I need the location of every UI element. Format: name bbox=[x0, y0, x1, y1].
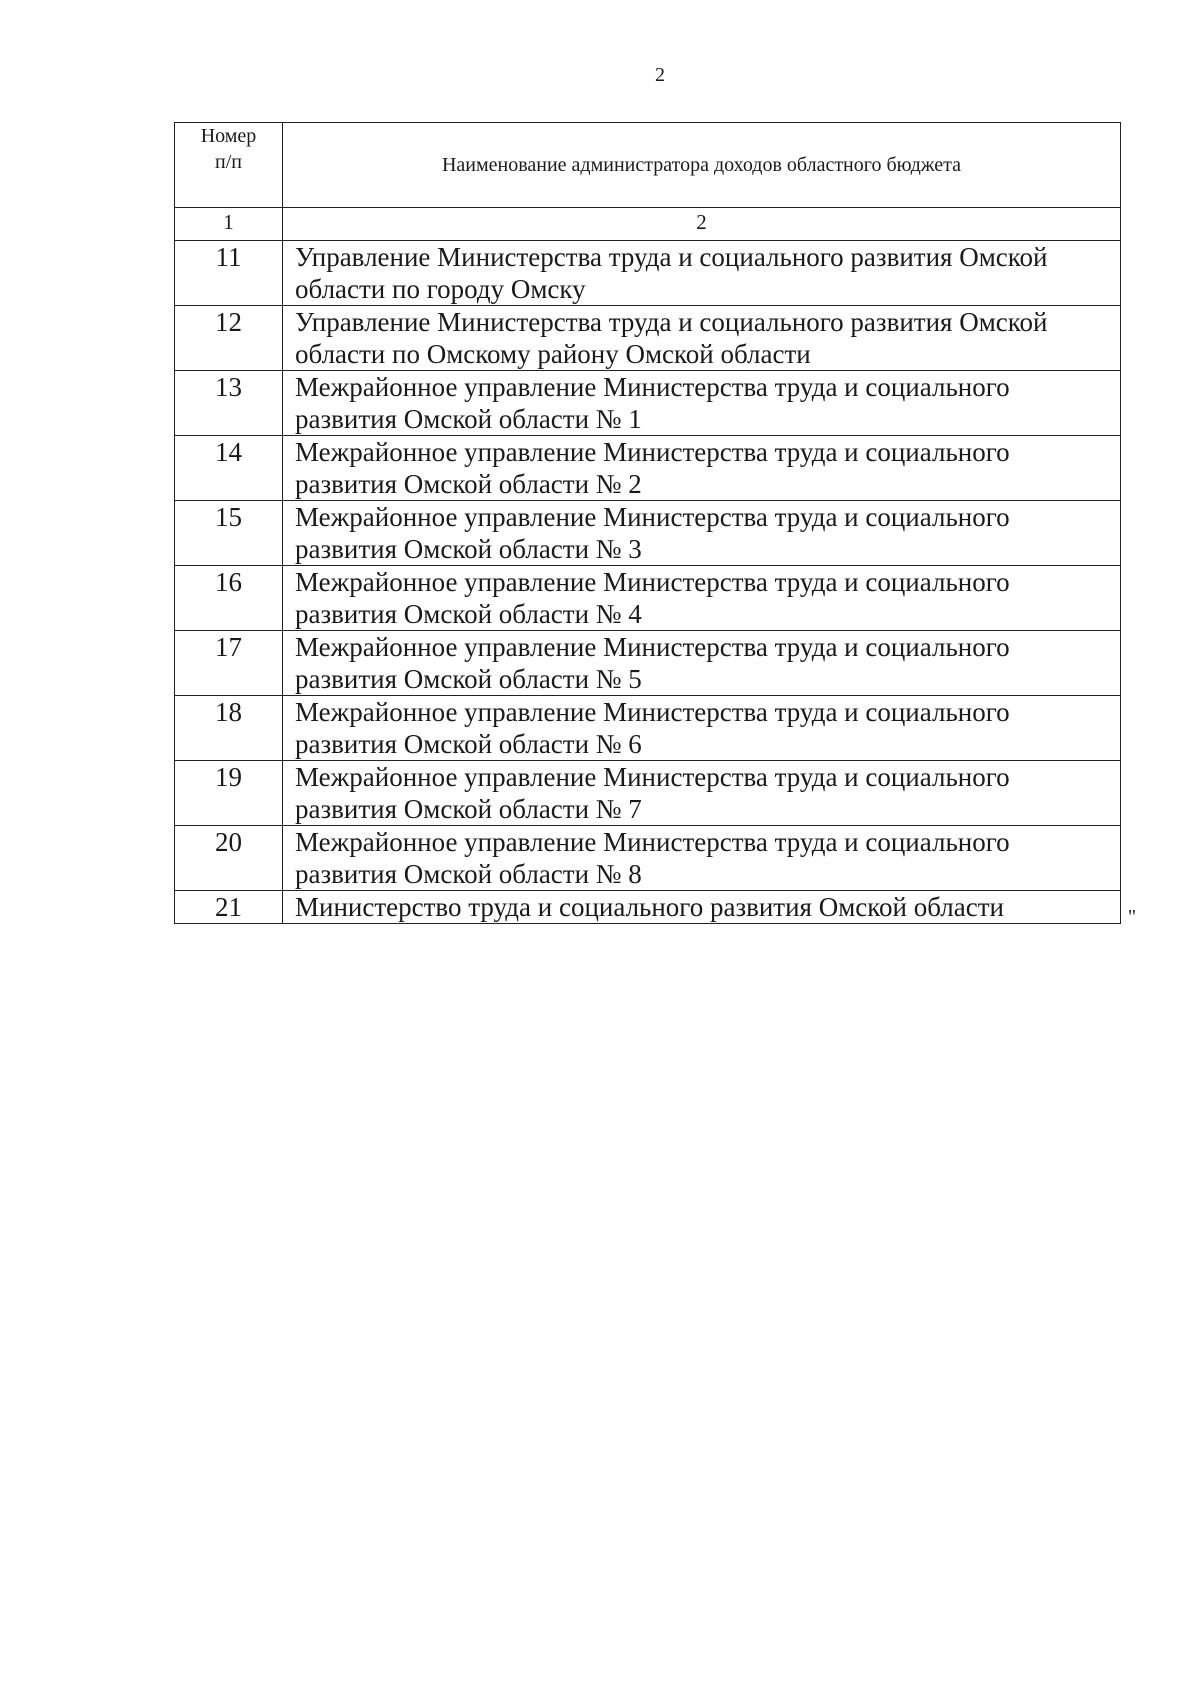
row-name: Межрайонное управление Министерства труда и социального развития Омской области № 1 bbox=[283, 371, 1121, 436]
table-row bbox=[175, 696, 1121, 761]
table-row bbox=[175, 566, 1121, 631]
row-number: 21 bbox=[175, 891, 283, 924]
table-row bbox=[175, 761, 1121, 826]
row-name: Межрайонное управление Министерства труда и социального развития Омской области № 2 bbox=[283, 436, 1121, 501]
row-number: 12 bbox=[175, 306, 283, 371]
page-number: 2 bbox=[655, 64, 665, 86]
column-index-row bbox=[175, 208, 1121, 241]
row-number: 11 bbox=[175, 241, 283, 306]
administrators-table bbox=[174, 122, 1121, 924]
header-number-cell bbox=[175, 123, 283, 208]
row-number: 20 bbox=[175, 826, 283, 891]
table-row bbox=[175, 436, 1121, 501]
table-row bbox=[175, 891, 1121, 924]
table-row bbox=[175, 371, 1121, 436]
header-number-line2: п/п bbox=[215, 151, 242, 173]
table-row bbox=[175, 631, 1121, 696]
row-name: Управление Министерства труда и социального развития Омской области по Омскому району Омской области bbox=[283, 306, 1121, 371]
table-header-row bbox=[175, 123, 1121, 208]
row-number: 15 bbox=[175, 501, 283, 566]
row-number: 14 bbox=[175, 436, 283, 501]
column-index-1: 1 bbox=[175, 208, 283, 241]
row-number: 13 bbox=[175, 371, 283, 436]
row-name: Министерство труда и социального развития Омской области bbox=[283, 891, 1121, 924]
closing-quote: " bbox=[1128, 906, 1137, 928]
column-index-2: 2 bbox=[283, 208, 1121, 241]
row-number: 17 bbox=[175, 631, 283, 696]
table-row bbox=[175, 241, 1121, 306]
header-number-line1: Номер bbox=[200, 125, 257, 147]
table-row bbox=[175, 306, 1121, 371]
row-name: Межрайонное управление Министерства труда и социального развития Омской области № 6 bbox=[283, 696, 1121, 761]
table-row bbox=[175, 826, 1121, 891]
row-name: Межрайонное управление Министерства труда и социального развития Омской области № 5 bbox=[283, 631, 1121, 696]
row-name: Межрайонное управление Министерства труда и социального развития Омской области № 3 bbox=[283, 501, 1121, 566]
row-name: Межрайонное управление Министерства труда и социального развития Омской области № 7 bbox=[283, 761, 1121, 826]
row-name: Межрайонное управление Министерства труда и социального развития Омской области № 4 bbox=[283, 566, 1121, 631]
row-number: 16 bbox=[175, 566, 283, 631]
header-name-cell: Наименование администратора доходов областного бюджета bbox=[283, 123, 1121, 208]
row-number: 19 bbox=[175, 761, 283, 826]
table-row bbox=[175, 501, 1121, 566]
row-name: Управление Министерства труда и социального развития Омской области по городу Омску bbox=[283, 241, 1121, 306]
row-name: Межрайонное управление Министерства труда и социального развития Омской области № 8 bbox=[283, 826, 1121, 891]
row-number: 18 bbox=[175, 696, 283, 761]
